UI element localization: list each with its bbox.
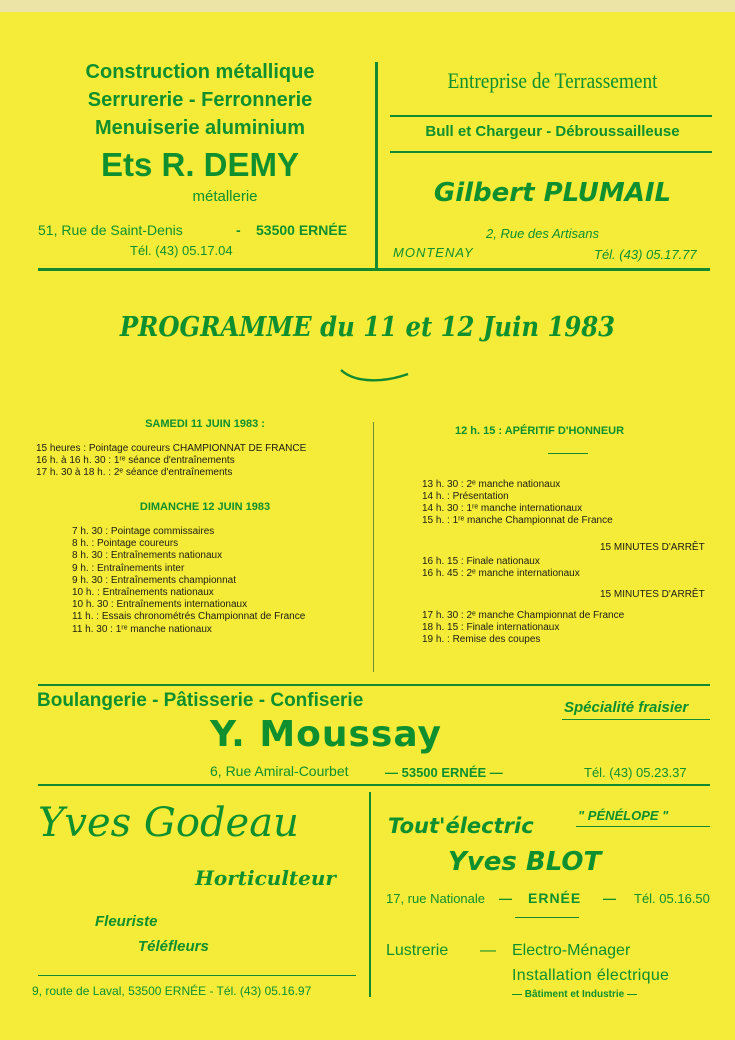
moussay-name: Y. Moussay — [210, 714, 443, 755]
saturday-heading: SAMEDI 11 JUIN 1983 : — [145, 418, 265, 430]
moussay-speciality: Spécialité fraisier — [564, 699, 689, 716]
blot-address: 17, rue Nationale — [386, 891, 486, 906]
page-top-edge — [0, 0, 735, 12]
demy-phone: Tél. (43) 05.17.04 — [130, 243, 233, 258]
plumail-phone: Tél. (43) 05.17.77 — [594, 247, 697, 262]
aperitif-underline — [548, 453, 588, 454]
godeau-name: Yves Godeau — [38, 800, 299, 846]
schedule-item: 10 h. : Entraînements nationaux — [72, 587, 214, 599]
blot-dash-3: — — [480, 942, 496, 959]
blot-brand: " PÉNÉLOPE " — [578, 808, 669, 823]
schedule-item: 17 h. 30 à 18 h. : 2ᵉ séance d'entraînements — [36, 467, 233, 478]
programme-column-divider — [373, 422, 374, 672]
sunday-schedule — [72, 526, 305, 636]
schedule-item: 8 h. : Pointage coureurs — [72, 538, 179, 550]
schedule-item: 11 h. : Essais chronométrés Championnat de France — [72, 611, 306, 623]
sunday-heading: DIMANCHE 12 JUIN 1983 — [139, 501, 271, 513]
demy-address: 51, Rue de Saint-Denis — [38, 222, 183, 238]
demy-dash: - — [236, 222, 241, 238]
schedule-item: 10 h. 30 : Entraînements internationaux — [72, 599, 248, 611]
demy-line-3: Menuiserie aluminium — [94, 117, 306, 139]
moussay-city: — 53500 ERNÉE — — [385, 765, 503, 780]
plumail-rule-2 — [390, 151, 712, 153]
blot-rule — [515, 917, 579, 918]
demy-name: Ets R. DEMY — [100, 146, 300, 183]
schedule-item: 7 h. 30 : Pointage commissaires — [72, 526, 215, 537]
moussay-top-rule — [38, 684, 710, 686]
afternoon-block-1 — [422, 479, 613, 527]
title-swash-ornament — [338, 364, 410, 384]
blot-installation: Installation électrique — [512, 967, 670, 984]
break-2: 15 MINUTES D'ARRÊT — [600, 589, 705, 600]
bottom-column-divider — [369, 792, 371, 997]
saturday-schedule — [36, 443, 306, 479]
schedule-item: 13 h. 30 : 2ᵉ manche nationaux — [422, 479, 561, 490]
blot-phone: Tél. 05.16.50 — [634, 891, 710, 906]
plumail-town: MONTENAY — [393, 245, 474, 260]
speciality-underline — [562, 719, 710, 720]
demy-line-1: Construction métallique — [85, 61, 315, 83]
godeau-address: 9, route de Laval, 53500 ERNÉE - Tél. (43) 05.16.97 — [32, 984, 312, 998]
blot-shop: Tout'électric — [388, 814, 534, 838]
brand-underline — [576, 826, 710, 827]
demy-subtitle: métallerie — [192, 188, 258, 205]
schedule-item: 16 h. 15 : Finale nationaux — [422, 556, 540, 567]
afternoon-block-2 — [422, 556, 580, 580]
demy-city: 53500 ERNÉE — [256, 222, 348, 238]
blot-batiment: — Bâtiment et Industrie — — [512, 989, 638, 1000]
godeau-telefleurs: Téléfleurs — [138, 938, 209, 955]
afternoon-block-3 — [422, 610, 624, 646]
moussay-address: 6, Rue Amiral-Courbet — [210, 763, 349, 779]
schedule-item: 16 h. à 16 h. 30 : 1ʳᵉ séance d'entraînements — [36, 455, 235, 466]
schedule-item: 15 heures : Pointage coureurs CHAMPIONNAT DE FRANCE — [36, 443, 307, 454]
blot-city: ERNÉE — [528, 890, 582, 906]
plumail-title: Entreprise de Terrassement — [447, 68, 658, 93]
blot-dash-2: — — [603, 891, 616, 906]
programme-title: PROGRAMME du 11 et 12 Juin 1983 — [119, 312, 616, 343]
plumail-address: 2, Rue des Artisans — [486, 226, 599, 241]
godeau-fleuriste: Fleuriste — [95, 913, 158, 930]
schedule-item: 14 h. 30 : 1ʳᵉ manche internationaux — [422, 503, 583, 514]
top-column-divider — [375, 62, 378, 268]
godeau-rule — [38, 975, 356, 976]
demy-line-2: Serrurerie - Ferronnerie — [87, 89, 313, 111]
blot-menager: Electro-Ménager — [512, 942, 631, 959]
moussay-trades: Boulangerie - Pâtisserie - Confiserie — [37, 690, 364, 711]
schedule-item: 9 h. : Entraînements inter — [72, 562, 185, 574]
blot-lustrerie: Lustrerie — [386, 942, 449, 959]
moussay-bottom-rule — [38, 784, 710, 786]
plumail-rule-1 — [390, 115, 712, 117]
schedule-item: 8 h. 30 : Entraînements nationaux — [72, 550, 223, 562]
schedule-item: 19 h. : Remise des coupes — [422, 634, 541, 645]
plumail-services: Bull et Chargeur - Débroussailleuse — [425, 123, 680, 140]
aperitif-heading: 12 h. 15 : APÉRITIF D'HONNEUR — [455, 425, 625, 437]
demy-trades — [30, 58, 370, 142]
schedule-item: 11 h. 30 : 1ʳᵉ manche nationaux — [72, 623, 212, 635]
schedule-item: 9 h. 30 : Entraînements championnat — [72, 574, 236, 586]
schedule-item: 14 h. : Présentation — [422, 491, 509, 502]
plumail-name: Gilbert PLUMAIL — [433, 178, 672, 208]
moussay-phone: Tél. (43) 05.23.37 — [584, 765, 687, 780]
break-1: 15 MINUTES D'ARRÊT — [600, 542, 705, 553]
schedule-item: 16 h. 45 : 2ᵉ manche internationaux — [422, 568, 580, 579]
schedule-item: 15 h. : 1ʳᵉ manche Championnat de France — [422, 515, 613, 526]
schedule-item: 17 h. 30 : 2ᵉ manche Championnat de France — [422, 610, 625, 621]
blot-dash-1: — — [499, 891, 512, 906]
schedule-item: 18 h. 15 : Finale internationaux — [422, 622, 560, 633]
godeau-trade: Horticulteur — [195, 866, 336, 890]
blot-name: Yves BLOT — [448, 847, 602, 877]
top-ads-bottom-rule — [38, 268, 710, 271]
